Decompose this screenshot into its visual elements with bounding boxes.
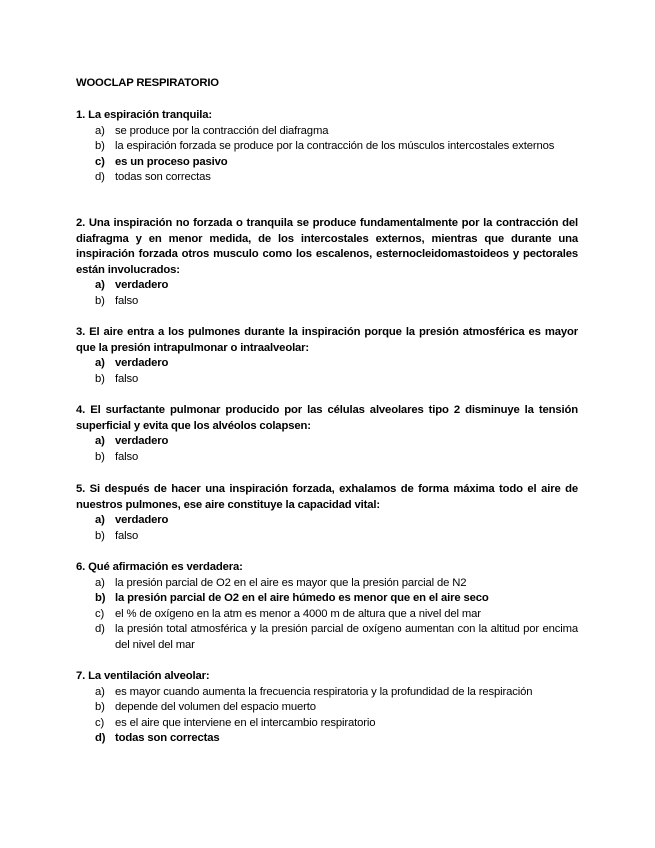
option-text: la presión parcial de O2 en el aire es mayor que la presión parcial de N2 xyxy=(115,576,467,589)
question-text: 6. Qué afirmación es verdadera: xyxy=(76,561,243,573)
option-text: verdadero xyxy=(115,435,169,448)
option-letter: b) xyxy=(95,140,105,153)
option-letter: b) xyxy=(95,592,106,605)
option-item xyxy=(76,607,578,623)
question-text: 4. El surfactante pulmonar producido por las células alveolares tipo 2 disminuye la tensión superficial y evita que los alvéolos colapsen: xyxy=(76,404,578,432)
option-item xyxy=(76,529,578,545)
option-letter: b) xyxy=(95,701,105,714)
option-text: verdadero xyxy=(115,357,169,370)
option-text: la espiración forzada se produce por la contracción de los músculos intercostales externos xyxy=(115,140,555,153)
option-text: verdadero xyxy=(115,279,169,292)
question-text: 5. Si después de hacer una inspiración forzada, exhalamos de forma máxima todo el aire de nuestros pulmones, ese aire constituye la capacidad vital: xyxy=(76,483,578,511)
option-item xyxy=(76,513,578,529)
option-text: el % de oxígeno en la atm es menor a 4000 m de altura que a nivel del mar xyxy=(115,607,481,620)
question-3 xyxy=(76,325,578,387)
option-letter: b) xyxy=(95,529,105,542)
option-text: la presión total atmosférica y la presión parcial de oxígeno aumentan con la altitud por encima del nivel del mar xyxy=(115,623,578,651)
option-item xyxy=(76,294,578,310)
option-item xyxy=(76,731,578,747)
option-item xyxy=(76,434,578,450)
option-letter: b) xyxy=(95,294,105,307)
option-text: es el aire que interviene en el intercambio respiratorio xyxy=(115,716,376,729)
option-letter: a) xyxy=(95,514,105,527)
option-item xyxy=(76,155,578,171)
option-item xyxy=(76,278,578,294)
option-letter: d) xyxy=(95,171,105,184)
option-text: falso xyxy=(115,294,139,307)
option-item xyxy=(76,139,578,155)
question-4 xyxy=(76,403,578,465)
option-text: falso xyxy=(115,450,139,463)
option-list xyxy=(76,124,578,186)
option-text: depende del volumen del espacio muerto xyxy=(115,701,316,714)
option-item xyxy=(76,124,578,140)
option-text: es mayor cuando aumenta la frecuencia respiratoria y la profundidad de la respiración xyxy=(115,685,533,698)
option-list xyxy=(76,685,578,747)
option-letter: a) xyxy=(95,435,105,448)
option-letter: d) xyxy=(95,732,106,745)
question-text: 2. Una inspiración no forzada o tranquila se produce fundamentalmente por la contracción del diafragma y en menor medida, de los intercostales externos, mientras que durante una inspiración forzada otros musculo como los escalenos, esternocleidomastoideos y pectorales están involucrados: xyxy=(76,217,578,276)
question-6 xyxy=(76,560,578,654)
option-text: se produce por la contracción del diafragma xyxy=(115,124,329,137)
question-2 xyxy=(76,216,578,310)
option-text: es un proceso pasivo xyxy=(115,155,228,168)
option-letter: a) xyxy=(95,124,105,137)
option-item xyxy=(76,576,578,592)
option-item xyxy=(76,716,578,732)
option-item xyxy=(76,450,578,466)
option-text: falso xyxy=(115,372,139,385)
option-list xyxy=(76,513,578,544)
option-item xyxy=(76,700,578,716)
document-title: WOOCLAP RESPIRATORIO xyxy=(76,77,219,89)
option-letter: c) xyxy=(95,155,105,168)
option-letter: d) xyxy=(95,623,105,636)
option-item xyxy=(76,685,578,701)
option-item xyxy=(76,622,578,653)
option-letter: a) xyxy=(95,357,105,370)
question-text: 1. La espiración tranquila: xyxy=(76,109,212,121)
option-letter: a) xyxy=(95,685,105,698)
option-letter: a) xyxy=(95,279,105,292)
question-1 xyxy=(76,108,578,186)
question-text: 7. La ventilación alveolar: xyxy=(76,670,210,682)
option-text: todas son correctas xyxy=(115,171,211,184)
option-text: falso xyxy=(115,529,139,542)
question-5 xyxy=(76,482,578,544)
option-list xyxy=(76,278,578,309)
option-item xyxy=(76,170,578,186)
question-text: 3. El aire entra a los pulmones durante la inspiración porque la presión atmosférica es mayor que la presión intrapulmonar o intraalveolar: xyxy=(76,326,578,354)
option-text: todas son correctas xyxy=(115,732,220,745)
option-letter: a) xyxy=(95,576,105,589)
option-letter: c) xyxy=(95,607,105,620)
option-list xyxy=(76,356,578,387)
option-letter: b) xyxy=(95,372,105,385)
option-item xyxy=(76,356,578,372)
option-list xyxy=(76,434,578,465)
option-item xyxy=(76,591,578,607)
option-letter: b) xyxy=(95,450,105,463)
option-text: verdadero xyxy=(115,514,169,527)
option-text: la presión parcial de O2 en el aire húmedo es menor que en el aire seco xyxy=(115,592,489,605)
question-7 xyxy=(76,669,578,747)
option-list xyxy=(76,576,578,654)
option-letter: c) xyxy=(95,716,105,729)
option-item xyxy=(76,372,578,388)
